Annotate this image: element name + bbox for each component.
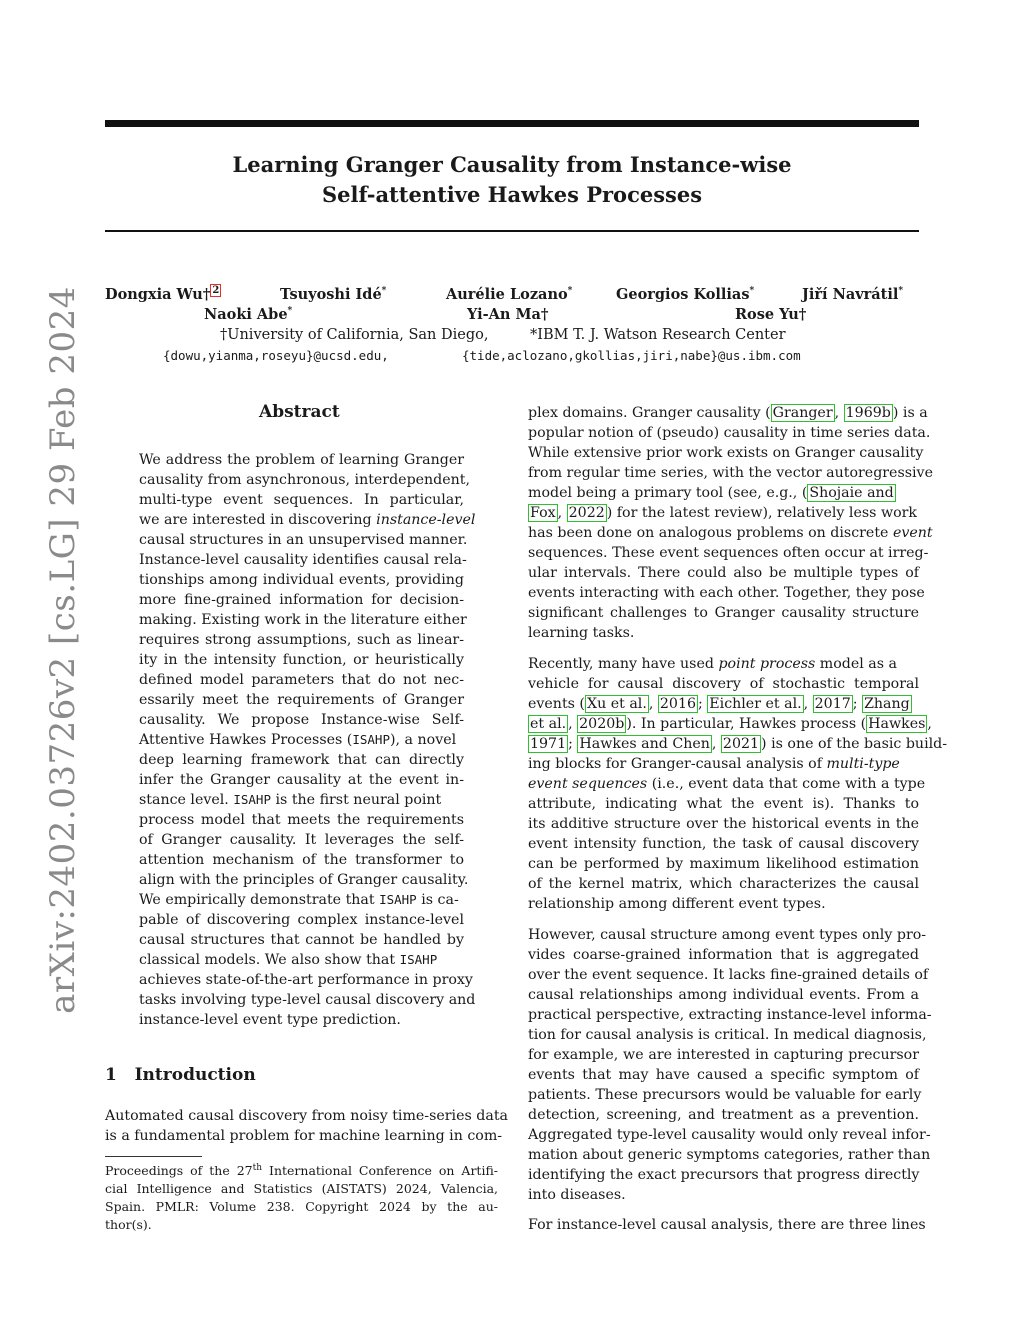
author: Tsuyoshi Idé* [280,286,387,303]
section-heading: 1 Introduction [105,1065,256,1085]
footnote-rule [105,1156,202,1157]
citation-link[interactable]: Shojaie and [809,485,894,501]
author: Aurélie Lozano* [446,286,573,303]
title-line-2: Self-attentive Hawkes Processes [321,182,703,207]
author: Georgios Kollias* [616,286,755,303]
right-column-p4: For instance-level causal analysis, there are three lines [528,1217,926,1233]
author: Rose Yu† [735,306,807,323]
footnote-link[interactable]: 2 [212,285,220,297]
author: Naoki Abe* [204,306,293,323]
citation-link[interactable]: 2016 [659,696,696,712]
citation-link[interactable]: Fox [530,505,556,521]
citation-link[interactable]: 1969b [845,405,891,421]
citation-link[interactable]: Hawkes and Chen [579,736,710,752]
abstract-heading: Abstract [259,402,340,422]
title-line-1: Learning Granger Causality from Instance-wise [232,152,792,177]
author: Jiří Navrátil* [802,286,904,303]
citation-link[interactable]: Eichler et al. [709,696,802,712]
top-rule [105,120,919,127]
affiliation: †University of California, San Diego, [220,327,489,343]
citation-link[interactable]: et al. [530,716,567,732]
arxiv-watermark: arXiv:2402.03726v2 [cs.LG] 29 Feb 2024 [43,286,83,1014]
paper-title [105,150,919,210]
intro-line: is a fundamental problem for machine learning in com- [105,1128,503,1144]
citation-link[interactable]: Hawkes [868,716,926,732]
email: {tide,aclozano,gkollias,jiri,nabe}@us.ibm.com [462,348,801,363]
citation-link[interactable]: Granger [772,405,833,421]
citation-link[interactable]: 1971 [530,736,567,752]
email: {dowu,yianma,roseyu}@ucsd.edu, [163,348,389,363]
citation-link[interactable]: 2020b [579,716,625,732]
intro-line: Automated causal discovery from noisy time-series data [105,1108,508,1124]
author: Dongxia Wu† $^2$ [105,285,220,303]
citation-link[interactable]: Xu et al. [586,696,647,712]
citation-link[interactable]: Zhang [864,696,910,712]
title-rule [105,230,919,232]
affiliation: *IBM T. J. Watson Research Center [530,327,786,343]
author: Yi-An Ma† [467,306,549,323]
citation-link[interactable]: 2017 [814,696,851,712]
citation-link[interactable]: 2022 [568,505,605,521]
citation-link[interactable]: 2021 [722,736,760,752]
